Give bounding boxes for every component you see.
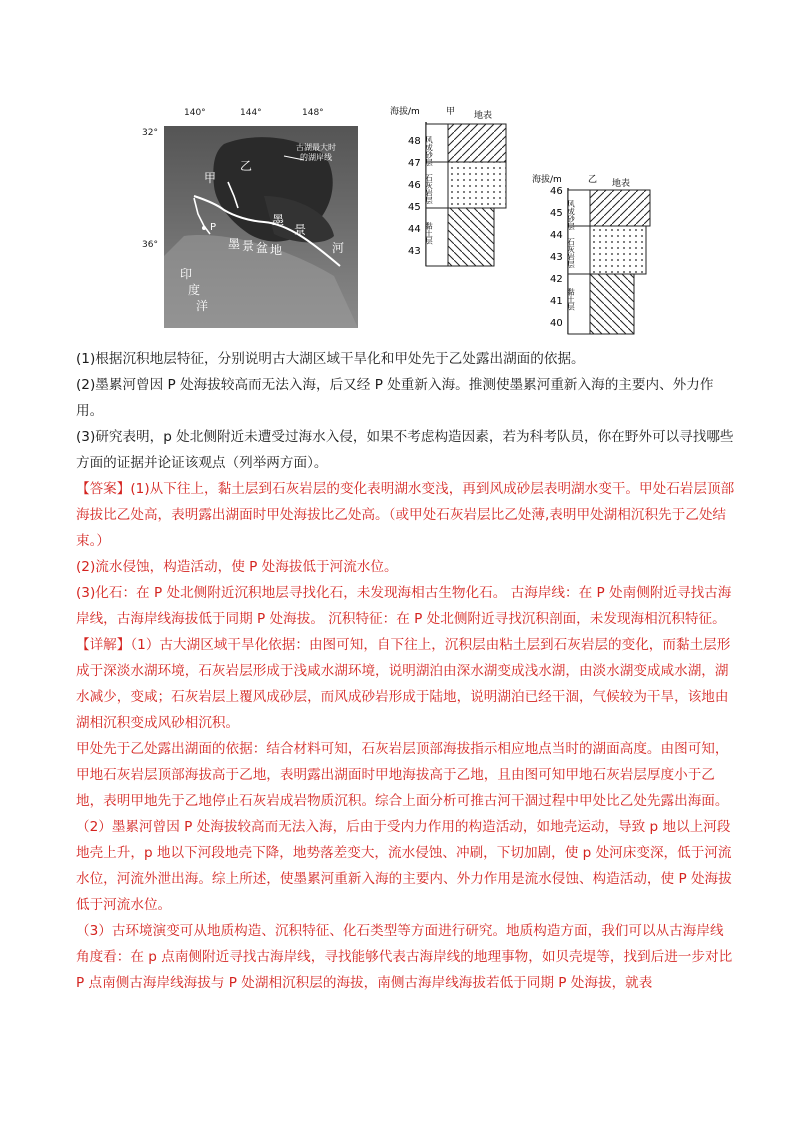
map-label-p: P [210,222,217,233]
jia-layer-clay: 黏土层 [424,222,434,245]
jia-tick-48: 48 [408,136,421,147]
map-lat-32: 32° [142,128,158,138]
detail-3: （2）墨累河曾因 P 处海拔较高而无法入海，后由于受内力作用的构造活动，如地壳运动，导致 p 地以上河段地壳上升，p 地以下河段地壳下降，地势落差变大，流水侵蚀、冲刷，下切加剧，使 p 处河床变深，低于河流水位，河流外泄出海。综上所述，使墨累河重新入海的主要内、外力作用是流水侵蚀、构造活动，使 P 处海拔低于河流水位。 [76,819,732,913]
jia-tick-43: 43 [408,246,421,257]
jia-tick-44: 44 [408,224,421,235]
jia-tick-47: 47 [408,158,421,169]
map-photo [164,126,358,328]
jia-surface-label: 地表 [474,111,493,121]
detail-1: （1）古大湖区域干旱化依据：由图可知，自下往上，沉积层由粘土层到石灰岩层的变化，而黏土层形成于深淡水湖环境，石灰岩层形成于浅咸水湖环境，说明湖泊由深水湖变成浅水湖，由淡水湖变成咸水湖，湖水减少，变咸；石灰岩层上覆风成砂层，而风成砂岩形成于陆地，说明湖泊已经干涸，气候较为干旱，该地由湖相沉积变成风砂相沉积。 [76,637,731,731]
yi-layer-sand: 风成砂层 [566,200,576,230]
map-lat-36: 36° [142,240,158,250]
question-1: (1)根据沉积地层特征，分别说明古大湖区域干旱化和甲处先于乙处露出湖面的依据。 [76,351,585,367]
jia-axis-title: 海拔/m [390,107,420,117]
map-river-char-1: 墨 [272,213,285,227]
yi-tick-46: 46 [550,186,563,197]
map-river-char-2: 景 [294,223,307,237]
document-body [76,346,736,996]
stratigraphic-column-jia [390,100,520,270]
stratigraphic-column-yi [532,168,662,338]
detail-tag: 【详解】 [76,637,131,653]
answer-1-paragraph [76,476,736,554]
map-figure [142,108,358,328]
map-river-char-3: 河 [332,241,345,255]
yi-tick-43: 43 [550,252,563,263]
yi-tick-40: 40 [550,318,563,329]
map-basin-char-3: 盆 [256,241,269,255]
detail-1-paragraph [76,632,736,736]
question-3: (3)研究表明，p 处北侧附近未遭受过海水入侵，如果不考虑构造因素，若为科考队员，你在野外可以寻找哪些方面的证据并论证该观点（列举两方面）。 [76,429,734,471]
yi-tick-42: 42 [550,274,563,285]
jia-column-name: 甲 [446,107,456,117]
yi-column-name: 乙 [588,175,598,185]
detail-4: （3）古环境演变可从地质构造、沉积特征、化石类型等方面进行研究。地质构造方面，我们可以从古海岸线角度看：在 p 点南侧附近寻找古海岸线，寻找能够代表古海岸线的地理事物，如贝壳堤等，找到后进一步对比 P 点南侧古海岸线海拔与 P 处湖相沉积层的海拔，南侧古海岸线海拔若低于同期 P 处海拔，就表 [76,923,733,991]
map-label-yi: 乙 [240,159,253,173]
map-basin-char-2: 景 [242,239,255,253]
map-lon-144: 144° [240,108,262,118]
jia-layer-limestone: 石灰岩层 [424,174,434,204]
map-shoreline-label-2: 的湖岸线 [300,153,332,162]
answer-1: (1)从下往上，黏土层到石灰岩层的变化表明湖水变浅，再到风成砂层表明湖水变干。甲处石岩层顶部海拔比乙处高，表明露出湖面时甲处海拔比乙处高。（或甲处石灰岩层比乙处薄,表明甲处湖相沉积先于乙处结束。） [76,481,735,549]
map-ocean-char-3: 洋 [196,299,209,313]
jia-tick-46: 46 [408,180,421,191]
question-2: (2)墨累河曾因 P 处海拔较高而无法入海，后又经 P 处重新入海。推测使墨累河重新入海的主要内、外力作用。 [76,377,714,419]
yi-axis-title: 海拔/m [532,175,562,185]
yi-layer-limestone: 石灰岩层 [566,238,576,268]
map-lon-140: 140° [184,108,206,118]
detail-2: 甲处先于乙处露出湖面的依据：结合材料可知，石灰岩层顶部海拔指示相应地点当时的湖面高度。由图可知，甲地石灰岩层顶部海拔高于乙地，表明露出湖面时甲地海拔高于乙地，且由图可知甲地石灰岩层厚度小于乙地，表明甲地先于乙地停止石灰岩成岩物质沉积。综合上面分析可推古河干涸过程中甲处比乙处先露出海面。 [76,741,729,809]
yi-tick-45: 45 [550,208,563,219]
answer-tag: 【答案】 [76,481,131,497]
map-ocean-char-2: 度 [188,283,201,297]
yi-layer-clay: 黏土层 [566,288,576,311]
yi-tick-41: 41 [550,296,563,307]
answer-3: (3)化石：在 P 处北侧附近沉积地层寻找化石，未发现海相古生物化石。 古海岸线：在 P 处南侧附近寻找古海岸线，古海岸线海拔低于同期 P 处海拔。 沉积特征：在 P 处北侧附近寻找沉积剖面，未发现海相沉积特征。 [76,585,732,627]
answer-2: (2)流水侵蚀，构造活动，使 P 处海拔低于河流水位。 [76,559,398,575]
map-ocean-char-1: 印 [180,267,193,281]
yi-tick-44: 44 [550,230,563,241]
figure-row [140,100,660,340]
jia-tick-45: 45 [408,202,421,213]
map-shoreline-label-1: 古湖最大时 [296,143,336,152]
jia-layer-sand: 风成砂层 [424,136,434,166]
map-basin-char-1: 墨 [228,237,241,251]
yi-surface-label: 地表 [612,179,631,189]
map-label-jia: 甲 [204,171,217,185]
map-basin-char-4: 地 [270,243,283,257]
map-lon-148: 148° [302,108,324,118]
